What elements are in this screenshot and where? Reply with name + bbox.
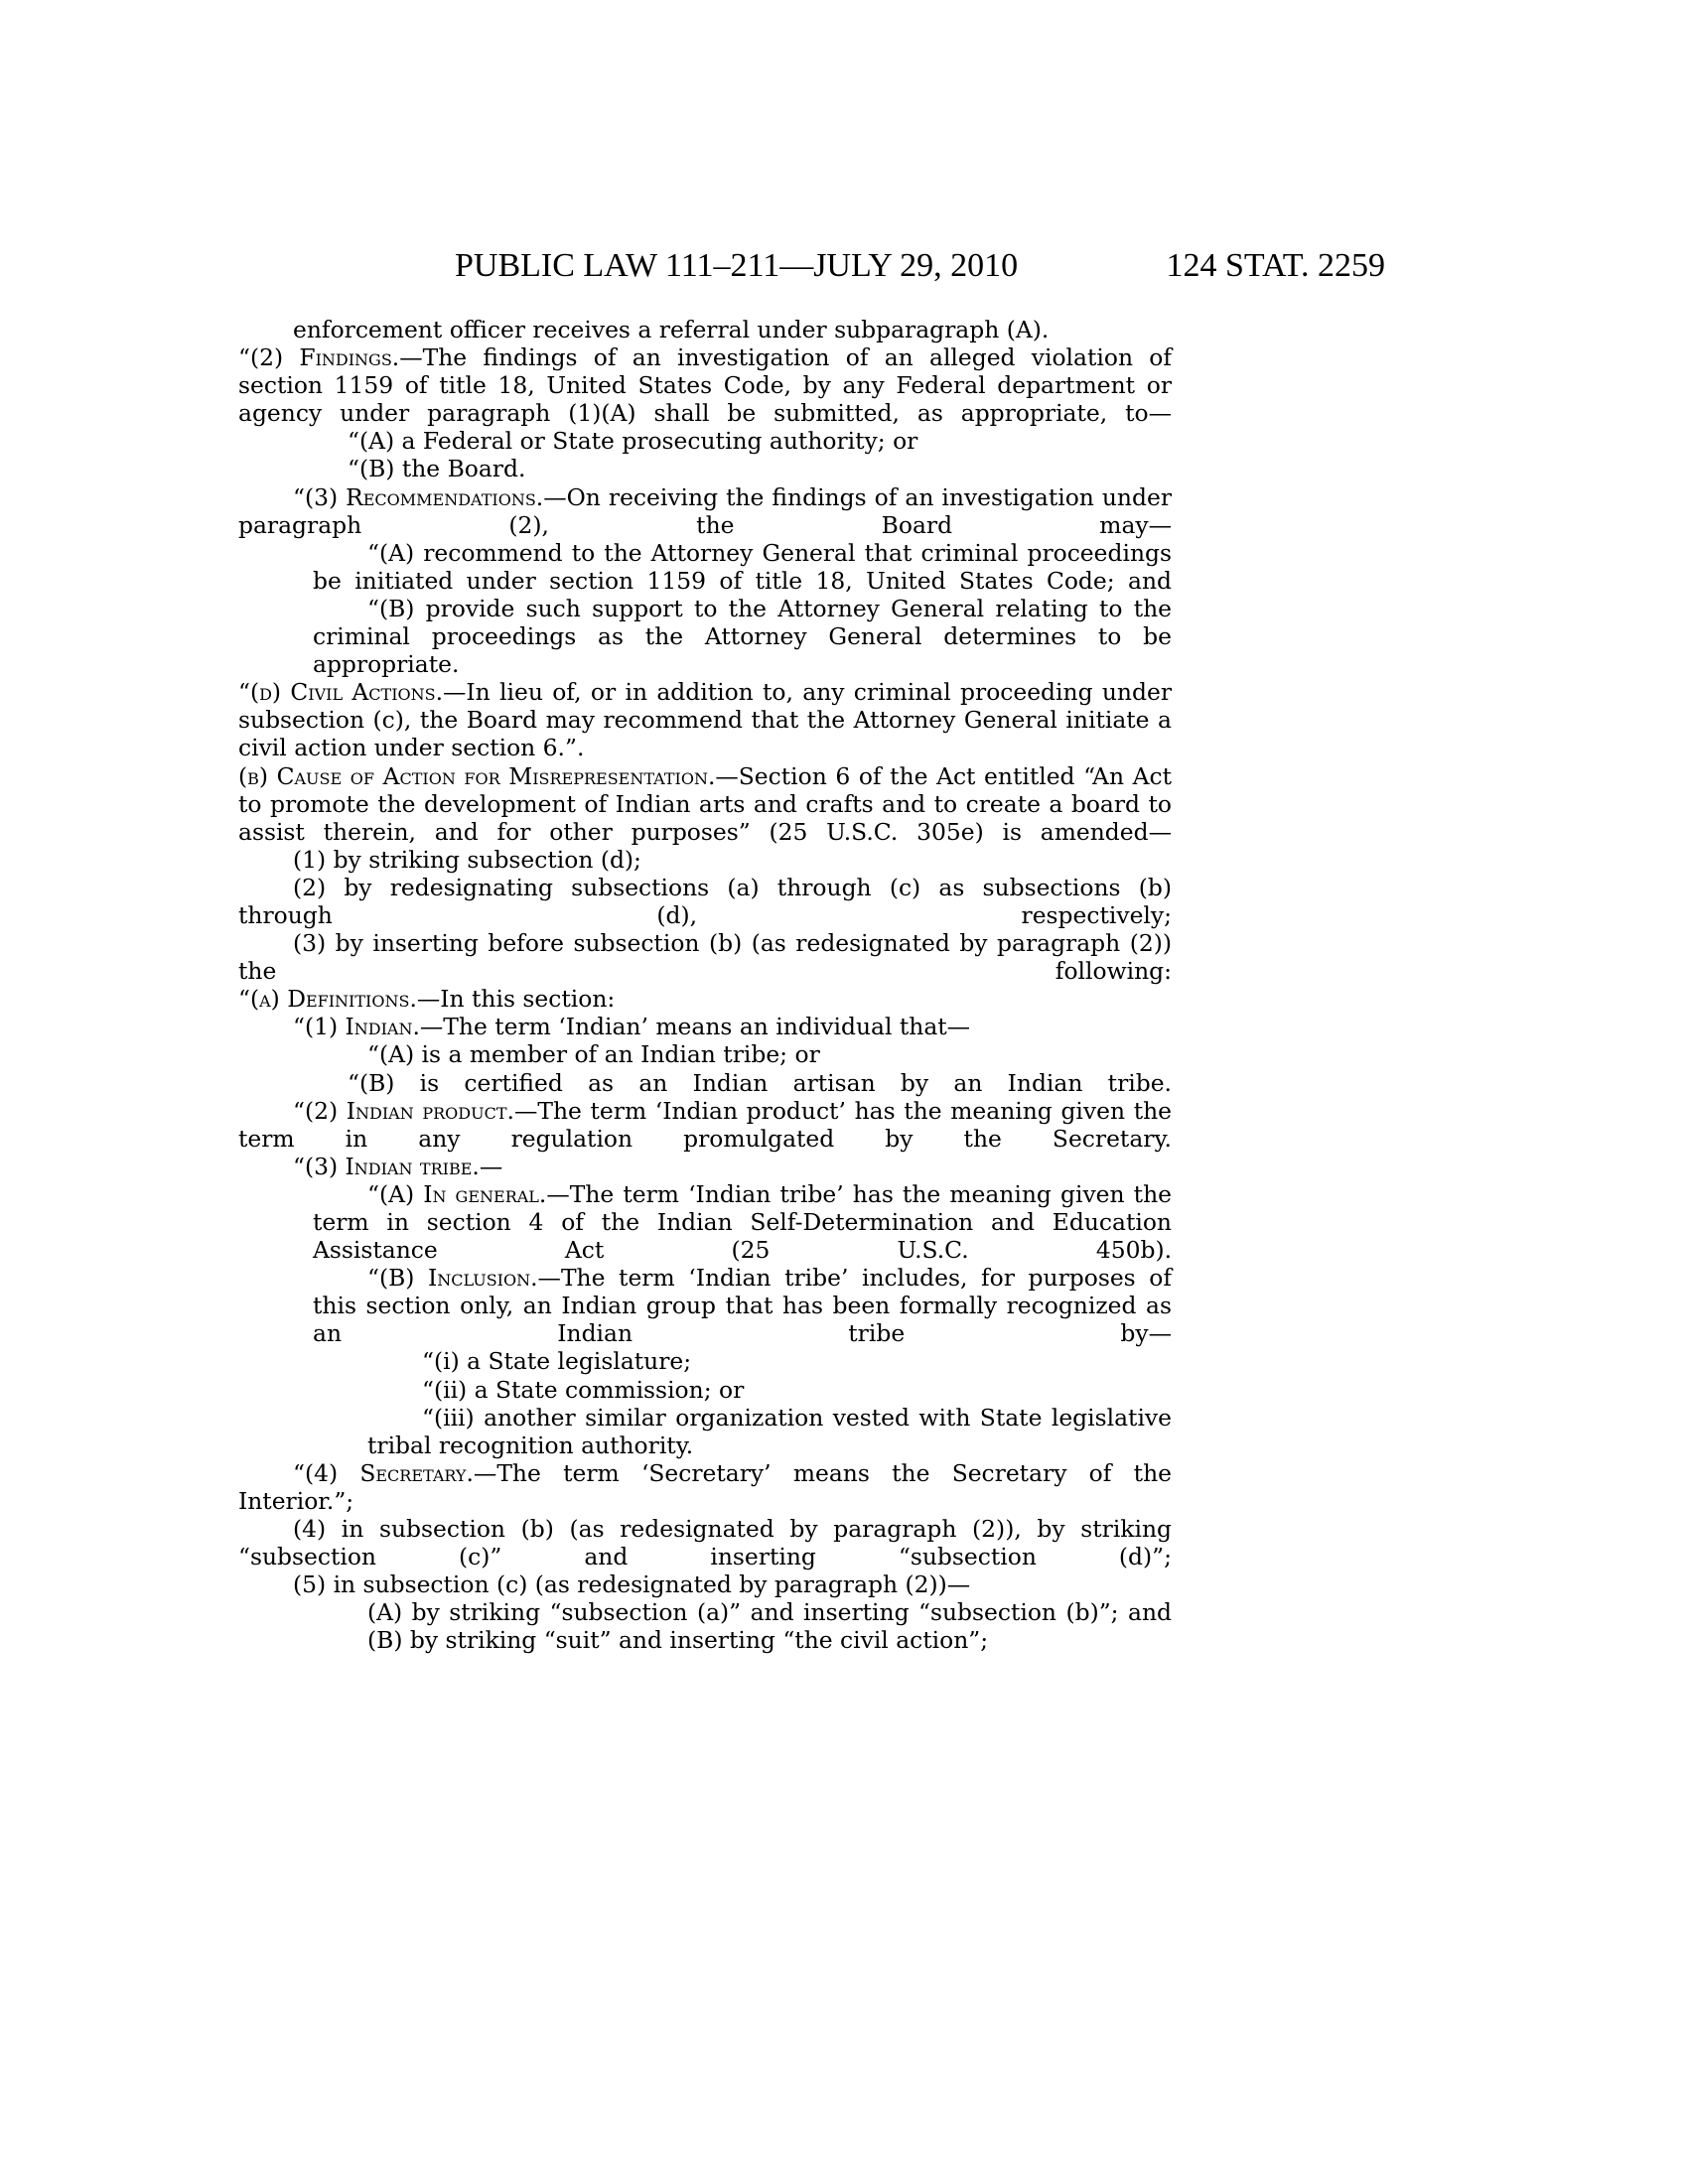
paragraph-heading: (b) Cause of Action for Misrepresentation.— [238, 761, 739, 790]
paragraph [238, 1347, 1172, 1375]
paragraph [238, 1570, 1172, 1598]
paragraph-text: (1) by striking subsection (d); [293, 845, 641, 874]
paragraph-text: The term ‘Indian’ means an individual that— [443, 1013, 971, 1041]
paragraph-text: (A) by striking “subsection (a)” and inserting “subsection (b)”; and [367, 1598, 1172, 1627]
paragraph [238, 539, 1172, 595]
paragraph-text: The term ‘Indian product’ has the meaning given the term in any regulation promulgated by the Secretary. [238, 1096, 1172, 1153]
paragraph [238, 762, 1172, 846]
paragraph [238, 1626, 1172, 1654]
paragraph-text: enforcement officer receives a referral under subparagraph (A). [293, 316, 1050, 343]
paragraph-text: (2) by redesignating subsections (a) through (c) as subsections (b) through (d), respectively; [238, 873, 1172, 929]
paragraph-heading: “(3) Recommendations.— [293, 482, 567, 511]
paragraph [238, 874, 1172, 929]
paragraph-text: In lieu of, or in addition to, any criminal proceeding under subsection (c), the Board may recommend that the Attorney General initiate a civil action under section 6.”. [238, 678, 1172, 762]
paragraph [238, 846, 1172, 874]
paragraph-heading: “(4) Secretary.— [293, 1458, 497, 1487]
paragraph-text: The term ‘Secretary’ means the Secretary of the Interior.”; [238, 1458, 1172, 1515]
statute-page-number: 124 STAT. 2259 [1166, 247, 1385, 284]
paragraph [238, 483, 1172, 539]
paragraph-heading: “(d) Civil Actions.— [238, 678, 467, 707]
paragraph-text: The term ‘Indian tribe’ includes, for purposes of this section only, an Indian group that has been formally recognized as an Indian tribe by— [313, 1264, 1173, 1348]
running-header [298, 246, 1385, 286]
paragraph-heading: “(a) Definitions.— [238, 985, 441, 1014]
paragraph-text: (3) by inserting before subsection (b) (as redesignated by paragraph (2)) the following: [238, 929, 1172, 986]
paragraph [238, 1264, 1172, 1347]
paragraph-text: On receiving the findings of an investigation under paragraph (2), the Board may— [238, 482, 1172, 539]
paragraph [238, 427, 1172, 455]
paragraph-heading: “(2) Findings.— [238, 343, 423, 372]
paragraph-heading: “(B) Inclusion.— [367, 1264, 561, 1293]
paragraph-text: “(A) recommend to the Attorney General that criminal proceedings be initiated under section 1159 of title 18, United States Code; and [313, 538, 1172, 595]
paragraph-text: “(B) is certified as an Indian artisan by an Indian tribe. [348, 1068, 1172, 1097]
paragraph [238, 1376, 1172, 1404]
paragraph [238, 678, 1172, 761]
paragraph-text: The term ‘Indian tribe’ has the meaning given the term in section 4 of the Indian Self-Determination and Education Assistance Act (25 U.S.C. 450b). [313, 1179, 1172, 1265]
paragraph-text: (4) in subsection (b) (as redesignated by paragraph (2)), by striking “subsection (c)” and inserting “subsection (d)”; [238, 1515, 1172, 1571]
paragraph [238, 595, 1172, 678]
paragraph-text: “(iii) another similar organization vested with State legislative tribal recognition authority. [367, 1403, 1172, 1459]
paragraph-text: “(B) provide such support to the Attorney General relating to the criminal proceedings as the Attorney General determines to be appropriate. [313, 594, 1172, 679]
paragraph [238, 316, 1172, 343]
paragraph-heading: “(3) Indian tribe.— [293, 1152, 503, 1180]
paragraph [238, 1180, 1172, 1264]
paragraph-text: “(i) a State legislature; [422, 1347, 692, 1376]
paragraph-text: “(A) is a member of an Indian tribe; or [367, 1040, 820, 1069]
paragraph [238, 929, 1172, 985]
paragraph [238, 1459, 1172, 1515]
paragraph-text: “(B) the Board. [348, 455, 526, 483]
paragraph-text: “(A) a Federal or State prosecuting authority; or [348, 427, 918, 456]
paragraph [238, 1598, 1172, 1626]
paragraph-text: “(ii) a State commission; or [422, 1375, 745, 1404]
paragraph [238, 455, 1172, 482]
law-title: PUBLIC LAW 111–211—JULY 29, 2010 [455, 247, 1019, 284]
paragraph-text: Section 6 of the Act entitled “An Act to promote the development of Indian arts and crafts and to create a board to assist therein, and for other purposes” (25 U.S.C. 305e) is amended— [238, 761, 1173, 846]
paragraph [238, 1515, 1172, 1570]
paragraph-heading: “(1) Indian.— [293, 1013, 444, 1041]
paragraph-heading: “(2) Indian product.— [293, 1096, 538, 1125]
document-body [238, 316, 1173, 1655]
paragraph-text: The findings of an investigation of an alleged violation of section 1159 of title 18, United States Code, by any Federal department or agency under paragraph (1)(A) shall be submitted, as appropriate, to— [238, 343, 1173, 428]
paragraph [238, 1153, 1172, 1180]
paragraph [238, 343, 1172, 427]
paragraph-text: (B) by striking “suit” and inserting “the civil action”; [367, 1626, 989, 1655]
paragraph [238, 1097, 1172, 1153]
paragraph [238, 1404, 1172, 1459]
paragraph-heading: “(A) In general.— [367, 1179, 570, 1208]
paragraph-text: In this section: [440, 985, 616, 1014]
paragraph [238, 985, 1172, 1013]
paragraph [238, 1040, 1172, 1068]
paragraph [238, 1069, 1172, 1097]
paragraph [238, 1013, 1172, 1040]
paragraph-text: (5) in subsection (c) (as redesignated by paragraph (2))— [293, 1570, 971, 1599]
